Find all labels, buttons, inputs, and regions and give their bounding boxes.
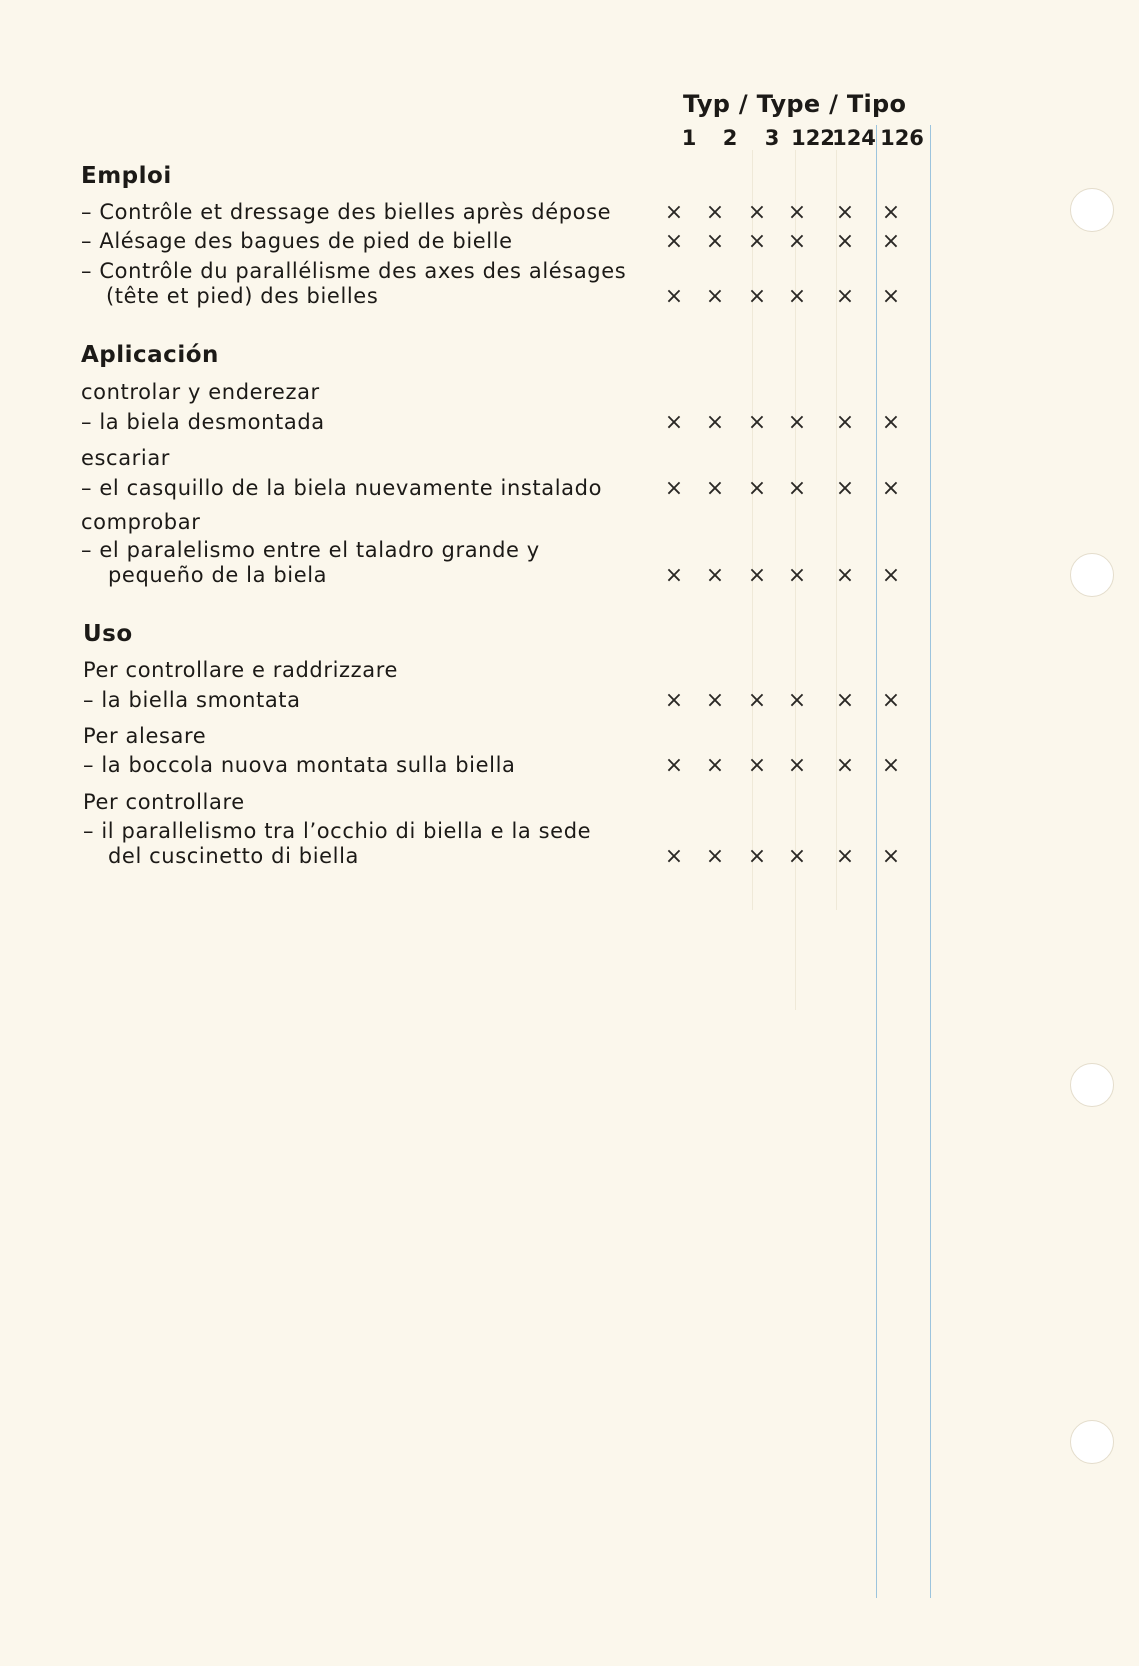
applicable-mark: × [881, 753, 901, 778]
applicable-mark: × [664, 410, 684, 435]
list-item-continuation: pequeño de la biela [108, 563, 328, 587]
applicable-mark: × [705, 476, 725, 501]
applicable-mark: × [705, 410, 725, 435]
list-item: Per alesare [83, 724, 207, 748]
applicable-mark: × [881, 229, 901, 254]
applicable-mark: × [835, 200, 855, 225]
binder-hole [1070, 553, 1114, 597]
section-heading-uso: Uso [83, 621, 133, 647]
applicable-mark: × [705, 753, 725, 778]
applicable-mark: × [747, 284, 767, 309]
applicable-mark: × [664, 476, 684, 501]
list-item: Per controllare e raddrizzare [83, 658, 399, 682]
applicable-mark: × [747, 476, 767, 501]
list-item: comprobar [81, 510, 201, 534]
applicable-mark: × [664, 563, 684, 588]
binder-hole [1070, 188, 1114, 232]
binder-hole [1070, 1420, 1114, 1464]
column-rule [836, 150, 837, 910]
applicable-mark: × [787, 284, 807, 309]
section-heading-aplicacion: Aplicación [81, 342, 219, 368]
applicable-mark: × [705, 688, 725, 713]
column-rule [752, 150, 753, 910]
applicable-mark: × [881, 844, 901, 869]
applicable-mark: × [705, 844, 725, 869]
list-item: Per controllare [83, 790, 245, 814]
applicable-mark: × [664, 200, 684, 225]
applicable-mark: × [664, 284, 684, 309]
applicable-mark: × [787, 563, 807, 588]
list-item: controlar y enderezar [81, 380, 320, 404]
type-header: Typ / Type / Tipo [683, 90, 907, 118]
applicable-mark: × [881, 200, 901, 225]
applicable-mark: × [835, 476, 855, 501]
applicable-mark: × [787, 844, 807, 869]
column-2-label: 2 [722, 126, 738, 150]
applicable-mark: × [747, 753, 767, 778]
applicable-mark: × [835, 410, 855, 435]
applicable-mark: × [787, 753, 807, 778]
applicable-mark: × [881, 410, 901, 435]
list-item-continuation: del cuscinetto di biella [108, 844, 360, 868]
applicable-mark: × [747, 410, 767, 435]
list-item: – Alésage des bagues de pied de bielle [81, 229, 513, 253]
applicable-mark: × [835, 688, 855, 713]
applicable-mark: × [881, 563, 901, 588]
applicable-mark: × [787, 688, 807, 713]
applicable-mark: × [705, 563, 725, 588]
applicable-mark: × [835, 563, 855, 588]
applicable-mark: × [747, 844, 767, 869]
applicable-mark: × [664, 753, 684, 778]
section-heading-emploi: Emploi [81, 163, 172, 189]
applicable-mark: × [835, 229, 855, 254]
list-item: – Contrôle et dressage des bielles après dépose [81, 200, 612, 224]
applicable-mark: × [747, 229, 767, 254]
column-122-label: 122 [791, 126, 835, 150]
applicable-mark: × [747, 688, 767, 713]
list-item: – la biella smontata [83, 688, 301, 712]
applicable-mark: × [664, 844, 684, 869]
applicable-mark: × [835, 284, 855, 309]
list-item: – la boccola nuova montata sulla biella [83, 753, 516, 777]
applicable-mark: × [881, 284, 901, 309]
column-3-label: 3 [764, 126, 780, 150]
applicable-mark: × [787, 200, 807, 225]
applicable-mark: × [705, 200, 725, 225]
list-item: – Contrôle du parallélisme des axes des alésages [81, 259, 627, 283]
applicable-mark: × [835, 753, 855, 778]
applicable-mark: × [787, 476, 807, 501]
list-item: – el casquillo de la biela nuevamente instalado [81, 476, 603, 500]
applicable-mark: × [747, 200, 767, 225]
applicable-mark: × [787, 229, 807, 254]
applicable-mark: × [747, 563, 767, 588]
applicable-mark: × [664, 688, 684, 713]
list-item: – il parallelismo tra l’occhio di biella e la sede [83, 819, 592, 843]
column-1-label: 1 [681, 126, 697, 150]
applicable-mark: × [705, 284, 725, 309]
column-rule-blue [930, 125, 931, 1598]
applicable-mark: × [835, 844, 855, 869]
column-126-label: 126 [880, 126, 924, 150]
binder-hole [1070, 1063, 1114, 1107]
applicable-mark: × [664, 229, 684, 254]
applicable-mark: × [787, 410, 807, 435]
applicable-mark: × [705, 229, 725, 254]
list-item-continuation: (tête et pied) des bielles [106, 284, 379, 308]
column-124-label: 124 [832, 126, 876, 150]
applicable-mark: × [881, 476, 901, 501]
list-item: – la biela desmontada [81, 410, 325, 434]
list-item: – el paralelismo entre el taladro grande y [81, 538, 540, 562]
list-item: escariar [81, 446, 171, 470]
applicable-mark: × [881, 688, 901, 713]
